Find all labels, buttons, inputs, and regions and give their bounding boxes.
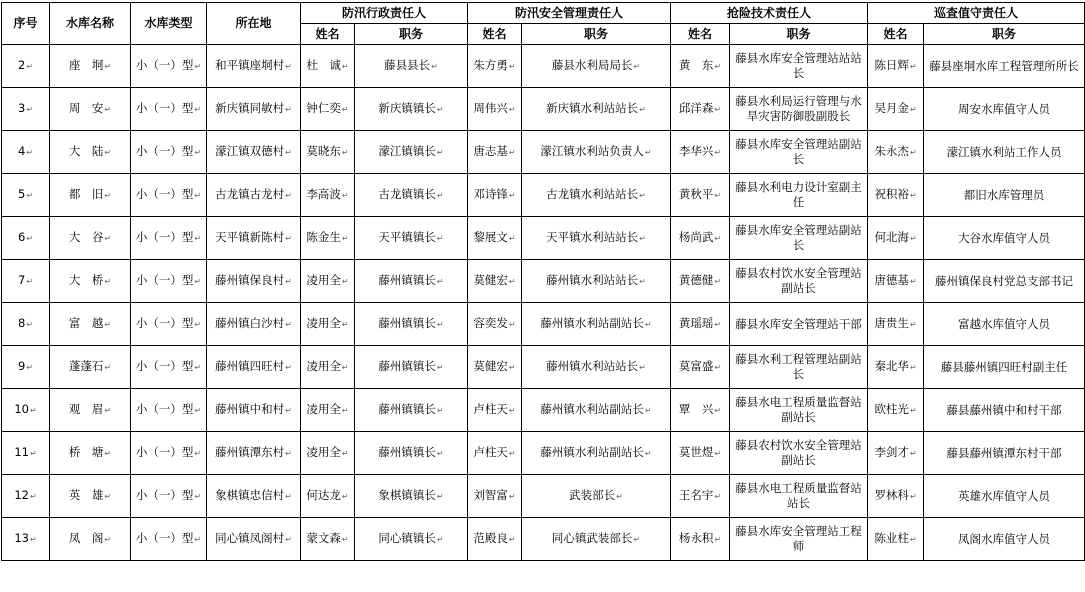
cell-tech-title: 藤县水利局运行管理与水旱灾害防御股副股长 [730,88,868,131]
cell-safety-name: 唐志基 ↵ [468,131,522,174]
cell-tech-name: 邱洋森 ↵ [671,88,730,131]
cell-admin-title: 象棋镇镇长 ↵ [355,475,468,518]
cell-admin-title: 藤州镇镇长 ↵ [355,303,468,346]
cell-location: 藤州镇白沙村 ↵ [207,303,301,346]
cell-reservoir-type: 小（一）型 ↵ [131,174,207,217]
cell-tech-name: 莫世煜 ↵ [671,432,730,475]
cell-tech-title: 藤县水电工程质量监督站站长 [730,475,868,518]
cell-tech-title: 藤县农村饮水安全管理站副站长 [730,432,868,475]
cell-patrol-title: 周安水库值守人员 [924,88,1085,131]
cell-tech-title: 藤县水库安全管理站副站长 [730,217,868,260]
cell-location: 濛江镇双德村 ↵ [207,131,301,174]
cell-patrol-title: 都旧水库管理员 [924,174,1085,217]
cell-tech-title: 藤县水库安全管理站副站长 [730,131,868,174]
cell-location: 同心镇凤阁村 ↵ [207,518,301,561]
cell-reservoir-name: 蓬蓬石 ↵ [50,346,131,389]
cell-seq: 6 ↵ [2,217,50,260]
cell-seq: 7 ↵ [2,260,50,303]
cell-tech-title: 藤县水库安全管理站干部 [730,303,868,346]
cell-admin-title: 藤州镇镇长 ↵ [355,260,468,303]
cell-patrol-name: 陈业柱 ↵ [868,518,924,561]
cell-reservoir-type: 小（一）型 ↵ [131,217,207,260]
table-body [2,45,1085,561]
header-reservoir-name: 水库名称 [50,3,131,45]
cell-patrol-name: 罗林科 ↵ [868,475,924,518]
cell-reservoir-type: 小（一）型 ↵ [131,475,207,518]
table-row [2,260,1085,303]
cell-safety-title: 古龙镇水利站站长 ↵ [522,174,671,217]
header-group-tech: 抢险技术责任人 [671,3,868,24]
header-reservoir-type: 水库类型 [131,3,207,45]
cell-tech-name: 莫富盛 ↵ [671,346,730,389]
cell-admin-name: 凌用全 ↵ [301,389,355,432]
cell-patrol-name: 吴月金 ↵ [868,88,924,131]
cell-admin-name: 李高波 ↵ [301,174,355,217]
cell-admin-name: 凌用全 ↵ [301,303,355,346]
cell-safety-title: 天平镇水利站站长 ↵ [522,217,671,260]
cell-reservoir-name: 座 垌 ↵ [50,45,131,88]
cell-tech-name: 黄德健 ↵ [671,260,730,303]
cell-seq: 9 ↵ [2,346,50,389]
cell-reservoir-name: 都 旧 ↵ [50,174,131,217]
reservoir-responsibility-table [1,2,1085,561]
header-row-1 [2,3,1085,24]
cell-admin-name: 杜 诚 ↵ [301,45,355,88]
cell-tech-title: 藤县水库安全管理站工程师 [730,518,868,561]
table-row [2,389,1085,432]
cell-location: 新庆镇同敏村 ↵ [207,88,301,131]
cell-patrol-title: 藤县藤州镇四旺村副主任 [924,346,1085,389]
cell-safety-title: 藤县水利局局长 ↵ [522,45,671,88]
cell-reservoir-name: 凤 阁 ↵ [50,518,131,561]
cell-tech-title: 藤县水利工程管理站副站长 [730,346,868,389]
cell-patrol-name: 陈日辉 ↵ [868,45,924,88]
cell-patrol-title: 大谷水库值守人员 [924,217,1085,260]
cell-patrol-title: 富越水库值守人员 [924,303,1085,346]
cell-tech-name: 杨永积 ↵ [671,518,730,561]
cell-patrol-title: 凤阁水库值守人员 [924,518,1085,561]
cell-admin-title: 新庆镇镇长 ↵ [355,88,468,131]
cell-safety-name: 卢柱天 ↵ [468,432,522,475]
cell-safety-title: 新庆镇水利站站长 ↵ [522,88,671,131]
cell-location: 古龙镇古龙村 ↵ [207,174,301,217]
cell-reservoir-type: 小（一）型 ↵ [131,432,207,475]
cell-admin-name: 陈金生 ↵ [301,217,355,260]
cell-location: 藤州镇四旺村 ↵ [207,346,301,389]
cell-seq: 2 ↵ [2,45,50,88]
cell-patrol-title: 藤县藤州镇潭东村干部 [924,432,1085,475]
header-p4-name: 姓名 [868,24,924,45]
table-row [2,432,1085,475]
table-row [2,475,1085,518]
cell-tech-title: 藤县水利电力设计室副主任 [730,174,868,217]
cell-tech-title: 藤县农村饮水安全管理站副站长 [730,260,868,303]
cell-reservoir-type: 小（一）型 ↵ [131,260,207,303]
cell-patrol-name: 唐贵生 ↵ [868,303,924,346]
cell-location: 象棋镇忠信村 ↵ [207,475,301,518]
cell-reservoir-type: 小（一）型 ↵ [131,303,207,346]
header-location: 所在地 [207,3,301,45]
cell-location: 藤州镇潭东村 ↵ [207,432,301,475]
cell-admin-title: 藤县县长 ↵ [355,45,468,88]
cell-admin-title: 濛江镇镇长 ↵ [355,131,468,174]
cell-reservoir-type: 小（一）型 ↵ [131,88,207,131]
table-row [2,518,1085,561]
cell-safety-title: 武装部长 ↵ [522,475,671,518]
cell-admin-title: 藤州镇镇长 ↵ [355,432,468,475]
table-row [2,303,1085,346]
cell-seq: 4 ↵ [2,131,50,174]
cell-safety-name: 莫健宏 ↵ [468,346,522,389]
cell-seq: 10 ↵ [2,389,50,432]
cell-seq: 13 ↵ [2,518,50,561]
cell-safety-name: 朱方勇 ↵ [468,45,522,88]
cell-admin-name: 凌用全 ↵ [301,260,355,303]
cell-safety-name: 卢柱天 ↵ [468,389,522,432]
cell-safety-title: 藤州镇水利站站长 ↵ [522,260,671,303]
cell-seq: 3 ↵ [2,88,50,131]
cell-safety-name: 范殿良 ↵ [468,518,522,561]
cell-safety-name: 容奕发 ↵ [468,303,522,346]
cell-safety-name: 周伟兴 ↵ [468,88,522,131]
cell-safety-title: 藤州镇水利站副站长 ↵ [522,389,671,432]
cell-patrol-name: 何北海 ↵ [868,217,924,260]
cell-reservoir-type: 小（一）型 ↵ [131,131,207,174]
table-row [2,174,1085,217]
header-seq: 序号 [2,3,50,45]
header-p2-name: 姓名 [468,24,522,45]
cell-admin-title: 同心镇镇长 ↵ [355,518,468,561]
cell-reservoir-name: 大 桥 ↵ [50,260,131,303]
cell-safety-title: 同心镇武装部长 ↵ [522,518,671,561]
cell-location: 藤州镇中和村 ↵ [207,389,301,432]
cell-patrol-name: 欧柱光 ↵ [868,389,924,432]
cell-safety-name: 莫健宏 ↵ [468,260,522,303]
cell-tech-name: 杨尚武 ↵ [671,217,730,260]
cell-patrol-title: 藤县藤州镇中和村干部 [924,389,1085,432]
cell-tech-name: 黄瑶瑶 ↵ [671,303,730,346]
cell-admin-title: 藤州镇镇长 ↵ [355,346,468,389]
cell-location: 天平镇新陈村 ↵ [207,217,301,260]
cell-tech-name: 李华兴 ↵ [671,131,730,174]
cell-safety-name: 刘智富 ↵ [468,475,522,518]
cell-reservoir-name: 周 安 ↵ [50,88,131,131]
cell-seq: 11 ↵ [2,432,50,475]
cell-safety-title: 濛江镇水利站负责人 ↵ [522,131,671,174]
table-row [2,217,1085,260]
cell-admin-name: 凌用全 ↵ [301,432,355,475]
cell-reservoir-name: 富 越 ↵ [50,303,131,346]
cell-tech-name: 黄秋平 ↵ [671,174,730,217]
cell-reservoir-name: 大 谷 ↵ [50,217,131,260]
cell-reservoir-type: 小（一）型 ↵ [131,45,207,88]
cell-reservoir-name: 桥 塘 ↵ [50,432,131,475]
cell-patrol-title: 濛江镇水利站工作人员 [924,131,1085,174]
table-row [2,131,1085,174]
cell-patrol-name: 祝积裕 ↵ [868,174,924,217]
cell-reservoir-name: 观 眉 ↵ [50,389,131,432]
cell-admin-title: 藤州镇镇长 ↵ [355,389,468,432]
cell-admin-name: 何达龙 ↵ [301,475,355,518]
header-p3-name: 姓名 [671,24,730,45]
cell-reservoir-type: 小（一）型 ↵ [131,389,207,432]
header-group-admin: 防汛行政责任人 [301,3,468,24]
cell-reservoir-name: 大 陆 ↵ [50,131,131,174]
cell-location: 藤州镇保良村 ↵ [207,260,301,303]
cell-admin-title: 古龙镇镇长 ↵ [355,174,468,217]
cell-reservoir-type: 小（一）型 ↵ [131,518,207,561]
cell-safety-title: 藤州镇水利站副站长 ↵ [522,303,671,346]
table-row [2,88,1085,131]
header-p3-title: 职务 [730,24,868,45]
header-group-safety: 防汛安全管理责任人 [468,3,671,24]
cell-patrol-title: 英雄水库值守人员 [924,475,1085,518]
header-p1-title: 职务 [355,24,468,45]
cell-patrol-name: 朱永杰 ↵ [868,131,924,174]
header-p4-title: 职务 [924,24,1085,45]
cell-admin-name: 莫晓东 ↵ [301,131,355,174]
cell-safety-name: 黎展文 ↵ [468,217,522,260]
cell-patrol-name: 秦北华 ↵ [868,346,924,389]
cell-reservoir-type: 小（一）型 ↵ [131,346,207,389]
cell-tech-name: 黄 东 ↵ [671,45,730,88]
cell-patrol-name: 李剑才 ↵ [868,432,924,475]
cell-safety-name: 邓诗锋 ↵ [468,174,522,217]
cell-tech-name: 王名宇 ↵ [671,475,730,518]
cell-location: 和平镇座垌村 ↵ [207,45,301,88]
cell-seq: 5 ↵ [2,174,50,217]
cell-tech-name: 覃 兴 ↵ [671,389,730,432]
header-group-patrol: 巡查值守责任人 [868,3,1085,24]
cell-patrol-name: 唐德基 ↵ [868,260,924,303]
cell-admin-name: 蒙文森 ↵ [301,518,355,561]
cell-safety-title: 藤州镇水利站副站长 ↵ [522,432,671,475]
cell-admin-title: 天平镇镇长 ↵ [355,217,468,260]
cell-seq: 8 ↵ [2,303,50,346]
header-p1-name: 姓名 [301,24,355,45]
cell-reservoir-name: 英 雄 ↵ [50,475,131,518]
cell-patrol-title: 藤州镇保良村党总支部书记 [924,260,1085,303]
cell-patrol-title: 藤县座垌水库工程管理所所长 [924,45,1085,88]
cell-seq: 12 ↵ [2,475,50,518]
table-row [2,45,1085,88]
cell-safety-title: 藤州镇水利站站长 ↵ [522,346,671,389]
cell-admin-name: 凌用全 ↵ [301,346,355,389]
table-row [2,346,1085,389]
cell-admin-name: 钟仁奕 ↵ [301,88,355,131]
cell-tech-title: 藤县水电工程质量监督站副站长 [730,389,868,432]
header-p2-title: 职务 [522,24,671,45]
cell-tech-title: 藤县水库安全管理站站站长 [730,45,868,88]
